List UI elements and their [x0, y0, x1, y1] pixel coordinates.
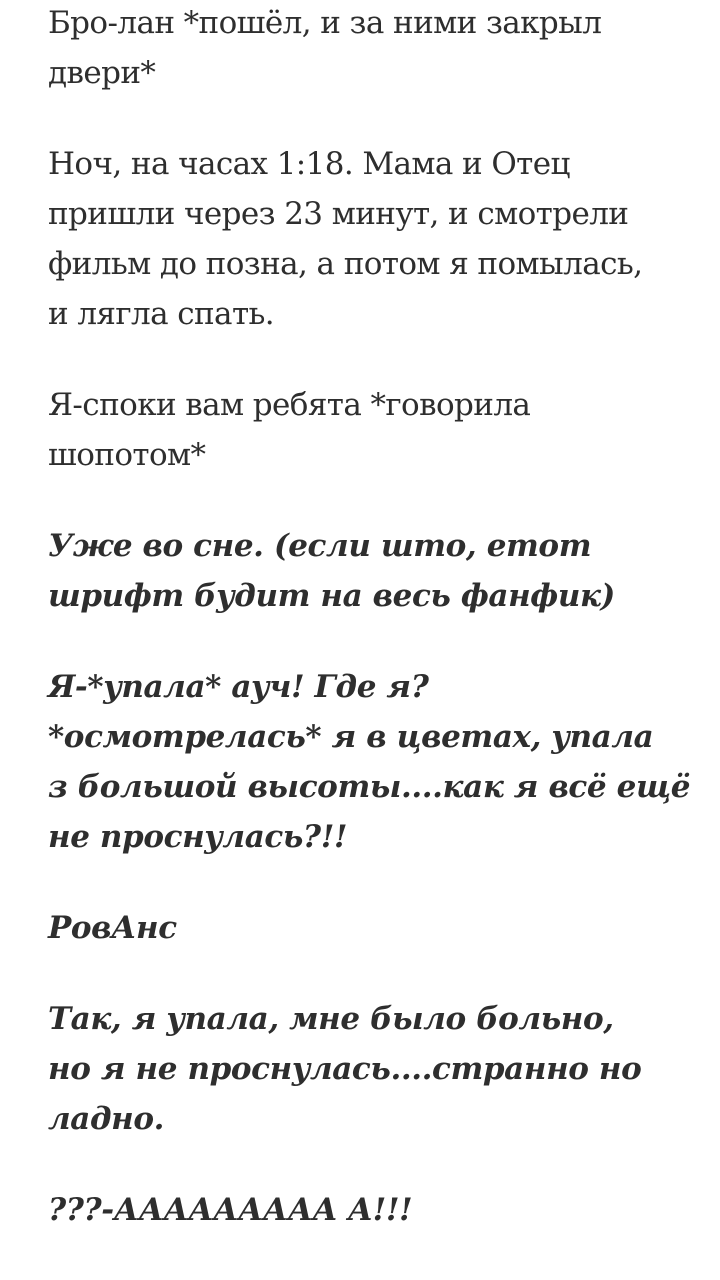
paragraph-4 [48, 521, 688, 621]
text-line: Так, я упала, мне было больно, [48, 1001, 614, 1037]
paragraph-1 [48, 0, 688, 98]
text-line: шрифт будит на весь фанфик) [48, 578, 615, 614]
text-line: шопотом* [48, 437, 206, 473]
text-line: двери* [48, 55, 156, 91]
reader-content [48, 0, 691, 1235]
paragraph-2 [48, 139, 688, 339]
text-line: з большой высоты....как я всё ещё [48, 769, 691, 805]
paragraph-5 [48, 662, 691, 862]
text-line: не проснулась?!! [48, 819, 348, 855]
text-line: РовАнс [48, 910, 177, 946]
paragraph-6 [48, 903, 688, 953]
paragraph-8 [48, 1185, 688, 1235]
text-line: ладно. [48, 1101, 164, 1137]
paragraph-3 [48, 380, 688, 480]
text-line: *осмотрелась* я в цветах, упала [48, 719, 654, 755]
text-line: Я-*упала* ауч! Где я? [48, 669, 429, 705]
text-line: Уже во сне. (если што, етот [48, 528, 592, 564]
text-line: Бро-лан *пошёл, и за ними закрыл [48, 5, 602, 41]
paragraph-7 [48, 994, 688, 1144]
text-line: но я не проснулась....странно но [48, 1051, 642, 1087]
text-line: Я-споки вам ребята *говорила [48, 387, 531, 423]
text-line: фильм до позна, а потом я помылась, [48, 246, 643, 282]
text-line: и лягла спать. [48, 296, 275, 332]
text-line: пришли через 23 минут, и смотрели [48, 196, 629, 232]
text-line: Ноч, на часах 1:18. Мама и Отец [48, 146, 570, 182]
text-line: ???-ААААААААА А!!! [48, 1192, 413, 1228]
